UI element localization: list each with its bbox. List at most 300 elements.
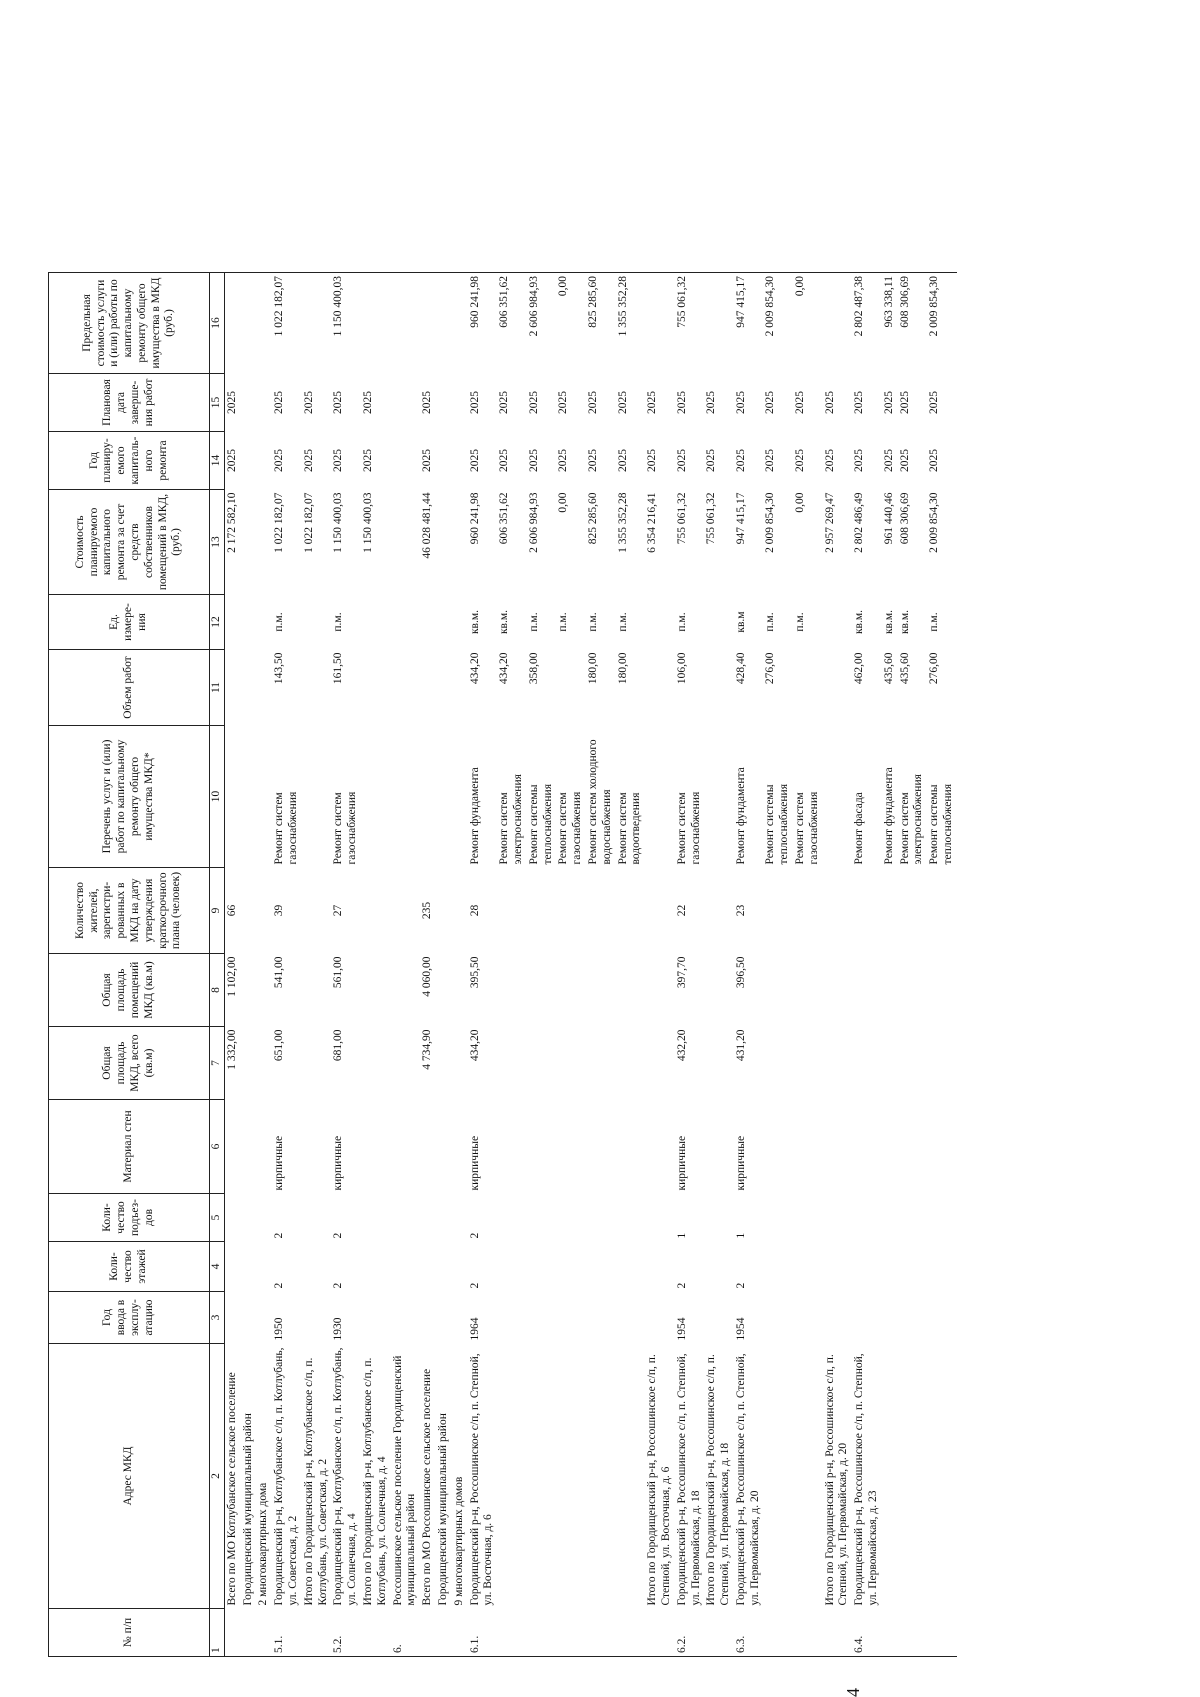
floors-cell (452, 1242, 468, 1292)
premises-area-cell (763, 954, 793, 1027)
repair-year-cell: 2025 (361, 449, 374, 472)
repair-year-cell: 2025 (332, 449, 345, 472)
completion-date-cell: 2025 (675, 391, 688, 414)
wall-material-cell (898, 1100, 928, 1194)
cost-cell (241, 490, 257, 595)
row-number-cell: 6. (391, 1609, 421, 1657)
row-number-cell (763, 1609, 793, 1657)
row-number-cell (823, 1609, 853, 1657)
max-cost-cell: 1 022 182,07 (272, 273, 302, 374)
repair-year-cell: 2025 (616, 449, 629, 472)
col-header-work-volume: Объем работ (49, 650, 210, 726)
max-cost-cell: 608 306,69 (898, 273, 928, 374)
year-commissioned-cell (556, 1292, 586, 1344)
unit-cell (823, 595, 853, 650)
work-volume-cell: 143,50 (273, 652, 286, 685)
completion-date-cell (452, 374, 468, 432)
table-row (331, 273, 361, 1657)
cost-cell (452, 490, 468, 595)
floors-cell (302, 1242, 332, 1292)
cost-cell (256, 490, 272, 595)
total-area-cell: 4 734,90 (421, 1029, 434, 1070)
work-volume-cell: 106,00 (675, 652, 688, 685)
max-cost-cell: 0,00 (556, 273, 586, 374)
premises-area-cell (645, 954, 675, 1027)
completion-date-cell: 2025 (928, 391, 941, 414)
column-number-row (210, 273, 225, 1657)
residents-cell (436, 868, 452, 954)
max-cost-cell: 960 241,98 (468, 273, 498, 374)
residents-cell: 27 (332, 904, 345, 917)
row-number-cell (645, 1609, 675, 1657)
unit-cell: п.м. (586, 612, 599, 632)
work-volume-cell: 180,00 (586, 652, 599, 685)
repair-year-cell (241, 432, 257, 490)
floors-cell (645, 1242, 675, 1292)
repair-year-cell: 2025 (734, 449, 747, 472)
work-type-cell: Ремонт систем электроснабжения (498, 774, 524, 865)
cost-cell: 1 150 400,03 (332, 492, 345, 553)
cost-cell: 1 355 352,28 (616, 492, 629, 553)
residents-cell (256, 868, 272, 954)
address-cell (616, 1344, 646, 1609)
wall-material-cell: кирпичные (734, 1135, 747, 1191)
col-num: 14 (210, 432, 225, 490)
residents-cell (556, 868, 586, 954)
floors-cell: 2 (273, 1282, 286, 1289)
floors-cell (823, 1242, 853, 1292)
table-row (241, 273, 257, 1657)
col-header-unit: Ед. измере-ния (49, 595, 210, 650)
row-number-cell (616, 1609, 646, 1657)
wall-material-cell (302, 1100, 332, 1194)
unit-cell: п.м. (527, 612, 540, 632)
wall-material-cell: кирпичные (468, 1135, 481, 1191)
year-commissioned-cell (497, 1292, 527, 1344)
table-row (763, 273, 793, 1657)
total-area-cell (241, 1027, 257, 1100)
premises-area-cell: 396,50 (734, 956, 747, 989)
max-cost-cell: 755 061,32 (675, 273, 705, 374)
floors-cell (793, 1242, 823, 1292)
cost-cell: 2 009 854,30 (764, 492, 777, 553)
address-cell (927, 1344, 957, 1609)
floors-cell (527, 1242, 557, 1292)
year-commissioned-cell (852, 1292, 882, 1344)
work-type-cell: Ремонт систем газоснабжения (557, 791, 584, 865)
max-cost-cell: 2 802 487,38 (852, 273, 882, 374)
cost-cell: 6 354 216,41 (646, 492, 659, 553)
entrances-cell (241, 1194, 257, 1242)
completion-date-cell: 2025 (823, 391, 836, 414)
year-commissioned-cell (527, 1292, 557, 1344)
work-type-cell: Ремонт систем газоснабжения (675, 791, 702, 865)
row-number-cell (927, 1609, 957, 1657)
row-number-cell (898, 1609, 928, 1657)
work-volume-cell: 434,20 (498, 652, 511, 685)
entrances-cell (556, 1194, 586, 1242)
completion-date-cell: 2025 (853, 391, 866, 414)
address-cell: Городищенский р-н, Котлубанское с/п, п. Котлубань, ул. Солнечная, д. 4 (332, 1347, 359, 1606)
unit-cell (704, 595, 734, 650)
col-num: 16 (210, 273, 225, 374)
year-commissioned-cell (302, 1292, 332, 1344)
work-volume-cell: 434,20 (468, 652, 481, 685)
floors-cell (852, 1242, 882, 1292)
row-number-cell (452, 1609, 468, 1657)
work-type-cell (241, 726, 257, 868)
premises-area-cell (497, 954, 527, 1027)
max-cost-cell (645, 273, 675, 374)
total-area-cell (391, 1027, 421, 1100)
row-number-cell (882, 1609, 898, 1657)
residents-cell (452, 868, 468, 954)
wall-material-cell (645, 1100, 675, 1194)
entrances-cell (793, 1194, 823, 1242)
cost-cell: 1 022 182,07 (273, 492, 286, 553)
premises-area-cell: 4 060,00 (421, 956, 434, 997)
row-number-cell (527, 1609, 557, 1657)
unit-cell (452, 595, 468, 650)
unit-cell (241, 595, 257, 650)
entrances-cell (420, 1194, 436, 1242)
floors-cell: 2 (468, 1282, 481, 1289)
work-volume-cell (420, 650, 436, 726)
residents-cell (586, 868, 616, 954)
repair-year-cell: 2025 (705, 449, 718, 472)
completion-date-cell: 2025 (734, 391, 747, 414)
completion-date-cell (241, 374, 257, 432)
address-cell: Итого по Городищенский р-н, Россошинское с/п, п. Степной, ул. Первомайская, д. 18 (705, 1354, 732, 1606)
year-commissioned-cell (391, 1292, 421, 1344)
completion-date-cell: 2025 (302, 391, 315, 414)
col-num: 10 (210, 726, 225, 868)
entrances-cell (852, 1194, 882, 1242)
total-area-cell: 434,20 (468, 1029, 481, 1062)
wall-material-cell: кирпичные (273, 1135, 286, 1191)
premises-area-cell: 561,00 (332, 956, 345, 989)
total-area-cell (436, 1027, 452, 1100)
residents-cell: 235 (421, 901, 434, 920)
cost-cell: 755 061,32 (705, 492, 718, 545)
cost-cell: 606 351,62 (498, 492, 511, 545)
entrances-cell (452, 1194, 468, 1242)
col-num: 5 (210, 1194, 225, 1242)
row-number-cell (497, 1609, 527, 1657)
year-commissioned-cell (420, 1292, 436, 1344)
row-number-cell (704, 1609, 734, 1657)
col-header-works-list: Перечень услуг и (или) работ по капитальному ремонту общего имущества МКД* (49, 726, 210, 868)
wall-material-cell (420, 1100, 436, 1194)
year-commissioned-cell: 1930 (332, 1317, 345, 1341)
max-cost-cell (361, 273, 391, 374)
col-header-premises-area: Общая площадь помещений МКД (кв.м) (49, 954, 210, 1027)
repair-year-cell (256, 432, 272, 490)
cost-cell: 0,00 (794, 492, 807, 513)
header-row (49, 273, 210, 1657)
unit-cell: кв.м (734, 611, 747, 633)
work-type-cell (361, 726, 391, 868)
total-area-cell: 431,20 (734, 1029, 747, 1062)
entrances-cell (704, 1194, 734, 1242)
work-type-cell: Ремонт системы теплоснабжения (527, 784, 554, 865)
completion-date-cell: 2025 (273, 391, 286, 414)
max-cost-cell: 1 150 400,03 (331, 273, 361, 374)
work-type-cell: Ремонт фасада (853, 792, 866, 865)
total-area-cell (898, 1027, 928, 1100)
unit-cell: кв.м. (498, 609, 511, 635)
floors-cell (241, 1242, 257, 1292)
completion-date-cell: 2025 (421, 391, 434, 414)
residents-cell (927, 868, 957, 954)
completion-date-cell: 2025 (468, 391, 481, 414)
entrances-cell (391, 1194, 421, 1242)
repair-year-cell: 2025 (823, 449, 836, 472)
work-type-cell (302, 726, 332, 868)
cost-cell: 947 415,17 (734, 492, 747, 545)
wall-material-cell (527, 1100, 557, 1194)
entrances-cell: 1 (675, 1232, 688, 1239)
premises-area-cell (361, 954, 391, 1027)
wall-material-cell (823, 1100, 853, 1194)
floors-cell (763, 1242, 793, 1292)
col-num: 9 (210, 868, 225, 954)
table-row (793, 273, 823, 1657)
address-cell: Итого по Городищенский р-н, Россошинское с/п, п. Степной, ул. Восточная, д. 6 (646, 1354, 672, 1606)
unit-cell: п.м. (794, 612, 807, 632)
year-commissioned-cell: 1954 (675, 1317, 688, 1341)
year-commissioned-cell (256, 1292, 272, 1344)
premises-area-cell (527, 954, 557, 1027)
work-volume-cell: 462,00 (853, 652, 866, 685)
unit-cell: п.м. (764, 612, 777, 632)
table-row (927, 273, 957, 1657)
total-area-cell (256, 1027, 272, 1100)
floors-cell (898, 1242, 928, 1292)
floors-cell (882, 1242, 898, 1292)
residents-cell (302, 868, 332, 954)
year-commissioned-cell: 1954 (734, 1317, 747, 1341)
repair-year-cell: 2025 (468, 449, 481, 472)
row-number-cell: 6.3. (734, 1609, 764, 1657)
row-number-cell (793, 1609, 823, 1657)
work-type-cell (452, 726, 468, 868)
unit-cell: п.м. (675, 612, 688, 632)
premises-area-cell (852, 954, 882, 1027)
entrances-cell (224, 1194, 240, 1242)
work-volume-cell (224, 650, 240, 726)
address-cell (586, 1344, 616, 1609)
year-commissioned-cell (436, 1292, 452, 1344)
address-cell: Городищенский р-н, Россошинское с/п, п. Степной, ул. Первомайская, д. 23 (853, 1353, 880, 1606)
work-volume-cell (302, 650, 332, 726)
row-number-cell (241, 1609, 257, 1657)
work-type-cell: Ремонт систем газоснабжения (332, 791, 359, 865)
entrances-cell (586, 1194, 616, 1242)
year-commissioned-cell (823, 1292, 853, 1344)
col-num: 8 (210, 954, 225, 1027)
wall-material-cell (793, 1100, 823, 1194)
table-row (898, 273, 928, 1657)
max-cost-cell (302, 273, 332, 374)
repair-year-cell (436, 432, 452, 490)
completion-date-cell: 2025 (586, 391, 599, 414)
year-commissioned-cell (224, 1292, 240, 1344)
work-type-cell: Ремонт систем электроснабжения (898, 774, 925, 865)
unit-cell: кв.м. (882, 609, 895, 635)
table-row (256, 273, 272, 1657)
cost-cell: 2 172 582,10 (225, 492, 238, 553)
unit-cell (391, 595, 421, 650)
repair-year-cell: 2025 (675, 449, 688, 472)
address-cell: 2 многоквартирных дома (257, 1482, 270, 1606)
work-type-cell: Ремонт систем газоснабжения (273, 791, 299, 865)
max-cost-cell: 963 338,11 (882, 273, 898, 374)
table-row (556, 273, 586, 1657)
residents-cell (823, 868, 853, 954)
row-number-cell (302, 1609, 332, 1657)
work-volume-cell: 276,00 (764, 652, 777, 685)
premises-area-cell (452, 954, 468, 1027)
residents-cell (763, 868, 793, 954)
work-volume-cell (556, 650, 586, 726)
table-row (675, 273, 705, 1657)
year-commissioned-cell (763, 1292, 793, 1344)
floors-cell (497, 1242, 527, 1292)
year-commissioned-cell (793, 1292, 823, 1344)
row-number-cell: 6.4. (852, 1609, 882, 1657)
entrances-cell (302, 1194, 332, 1242)
completion-date-cell: 2025 (646, 391, 659, 414)
year-commissioned-cell (704, 1292, 734, 1344)
year-commissioned-cell (898, 1292, 928, 1344)
address-cell (763, 1344, 793, 1609)
address-cell (882, 1344, 898, 1609)
residents-cell: 23 (734, 904, 747, 917)
table-row (224, 273, 240, 1657)
cost-cell (391, 490, 421, 595)
unit-cell (302, 595, 332, 650)
total-area-cell (616, 1027, 646, 1100)
work-volume-cell (793, 650, 823, 726)
completion-date-cell (256, 374, 272, 432)
work-type-cell (224, 726, 240, 868)
floors-cell: 2 (734, 1282, 747, 1289)
floors-cell (556, 1242, 586, 1292)
total-area-cell: 432,20 (675, 1029, 688, 1062)
wall-material-cell (556, 1100, 586, 1194)
premises-area-cell (302, 954, 332, 1027)
table-row (882, 273, 898, 1657)
col-num: 1 (210, 1609, 225, 1657)
residents-cell (704, 868, 734, 954)
max-cost-cell (452, 273, 468, 374)
floors-cell (436, 1242, 452, 1292)
residents-cell: 39 (273, 904, 286, 917)
unit-cell: п.м. (273, 612, 286, 632)
table-row (452, 273, 468, 1657)
work-volume-cell (256, 650, 272, 726)
residents-cell: 28 (468, 904, 481, 917)
repair-year-cell: 2025 (586, 449, 599, 472)
year-commissioned-cell (645, 1292, 675, 1344)
total-area-cell (452, 1027, 468, 1100)
completion-date-cell: 2025 (705, 391, 718, 414)
table-row (527, 273, 557, 1657)
unit-cell: кв.м. (898, 609, 911, 635)
max-cost-cell: 825 285,60 (586, 273, 616, 374)
work-volume-cell: 428,40 (734, 652, 747, 685)
floors-cell (361, 1242, 391, 1292)
table-row (272, 273, 302, 1657)
col-num: 12 (210, 595, 225, 650)
work-volume-cell: 435,60 (898, 652, 911, 685)
max-cost-cell (224, 273, 240, 374)
entrances-cell (763, 1194, 793, 1242)
premises-area-cell: 397,70 (675, 956, 688, 989)
col-header-year-commissioned: Год ввода в эксплу-атацию (49, 1292, 210, 1344)
entrances-cell (361, 1194, 391, 1242)
total-area-cell (527, 1027, 557, 1100)
floors-cell (704, 1242, 734, 1292)
year-commissioned-cell (241, 1292, 257, 1344)
wall-material-cell (224, 1100, 240, 1194)
address-cell: Городищенский р-н, Котлубанское с/п, п. Котлубань, ул. Советская, д. 2 (273, 1347, 299, 1606)
address-cell: Россошинское сельское поселение Городищенский муниципальный район (391, 1355, 418, 1606)
wall-material-cell (452, 1100, 468, 1194)
col-header-max-cost: Предельная стоимость услуги и (или) работы по капитальному ремонту общего имущества в МКД (руб.) (49, 273, 210, 374)
total-area-cell (302, 1027, 332, 1100)
repair-year-cell: 2025 (557, 449, 570, 472)
unit-cell (256, 595, 272, 650)
table-row (704, 273, 734, 1657)
repair-year-cell: 2025 (225, 449, 238, 472)
address-cell (556, 1344, 586, 1609)
work-volume-cell: 435,60 (882, 652, 895, 685)
cost-cell: 961 440,46 (882, 492, 895, 545)
col-header-residents: Количество жителей, зарегистри-рованных в МКД на дату утверждения краткосрочного плана (человек) (49, 868, 210, 954)
address-cell (527, 1344, 557, 1609)
unit-cell (645, 595, 675, 650)
address-cell: Городищенский муниципальный район (241, 1413, 254, 1606)
max-cost-cell (241, 273, 257, 374)
cost-cell: 2 606 984,93 (527, 492, 540, 553)
col-header-entrances: Коли-чество подъез-дов (49, 1194, 210, 1242)
table-row (734, 273, 764, 1657)
residents-cell (852, 868, 882, 954)
completion-date-cell: 2025 (898, 391, 911, 414)
residents-cell (241, 868, 257, 954)
work-volume-cell (645, 650, 675, 726)
wall-material-cell (927, 1100, 957, 1194)
residents-cell (361, 868, 391, 954)
floors-cell (420, 1242, 436, 1292)
repair-year-cell (452, 432, 468, 490)
entrances-cell: 1 (734, 1232, 747, 1239)
wall-material-cell (497, 1100, 527, 1194)
wall-material-cell (852, 1100, 882, 1194)
total-area-cell (852, 1027, 882, 1100)
total-area-cell: 681,00 (332, 1029, 345, 1062)
completion-date-cell: 2025 (225, 391, 238, 414)
cost-cell: 1 022 182,07 (302, 492, 315, 553)
unit-cell: п.м. (332, 612, 345, 632)
max-cost-cell (436, 273, 452, 374)
residents-cell (527, 868, 557, 954)
address-cell: Итого по Городищенский р-н, Котлубанское с/п, п. Котлубань, ул. Солнечная, д. 4 (361, 1357, 388, 1606)
work-volume-cell: 276,00 (928, 652, 941, 685)
unit-cell: п.м. (616, 612, 629, 632)
